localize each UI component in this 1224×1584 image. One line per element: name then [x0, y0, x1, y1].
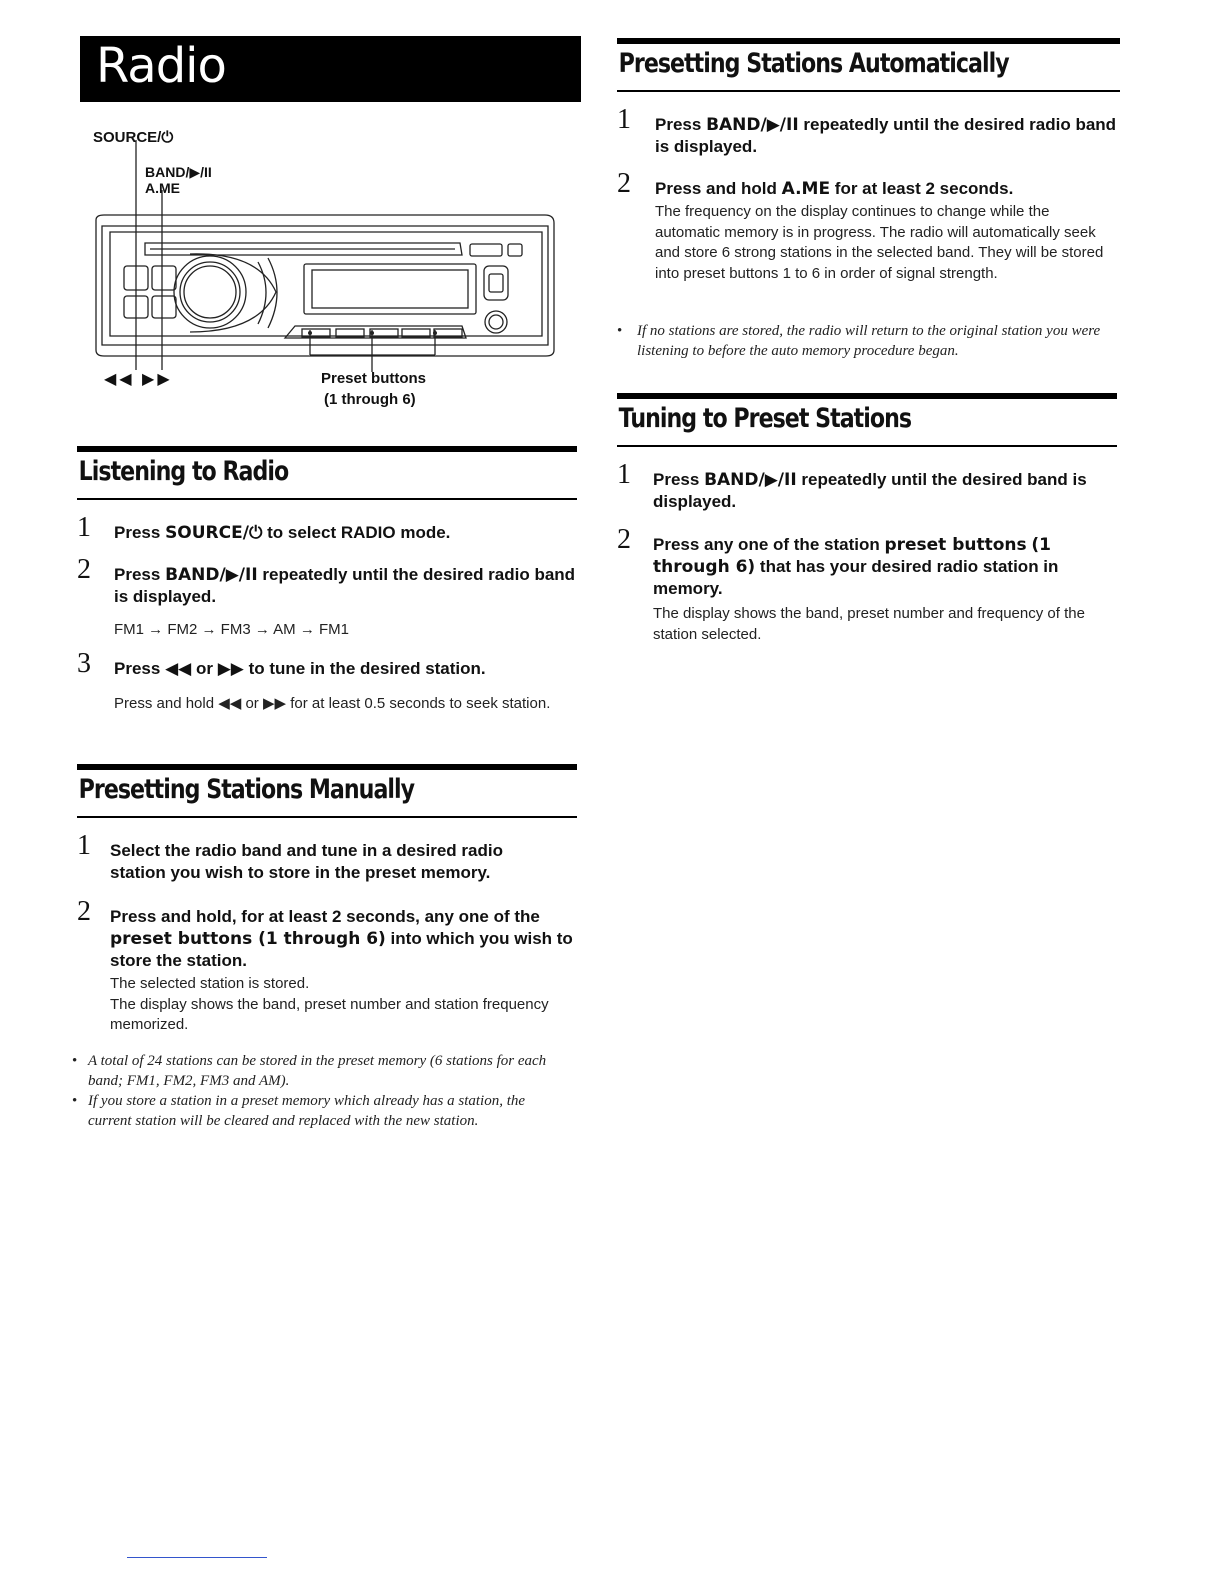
through-key: (1 through 6): [653, 535, 1051, 577]
section-tuning: [617, 393, 1117, 447]
note-item: • A total of 24 stations can be stored in the preset memory (6 stations for each band; FM1, FM2, FM3 and AM).: [72, 1053, 547, 1089]
preset-key: preset buttons (1 through 6): [110, 929, 386, 949]
section-title-listening: Listening to Radio: [78, 456, 289, 487]
ame-key: A.ME: [781, 179, 831, 199]
seek-label: ◀◀ ▶▶: [104, 371, 173, 388]
preset-key: preset buttons: [884, 535, 1027, 555]
section-title-manual: Presetting Stations Manually: [78, 774, 415, 805]
band-key: BAND/▶/II: [704, 470, 797, 490]
section-listening: [77, 446, 577, 500]
footer-line: [127, 1557, 267, 1558]
page-title: Radio: [96, 38, 226, 94]
stored-text: The selected station is stored.: [110, 975, 310, 992]
band-key: BAND/▶/II: [706, 115, 799, 135]
band-key: BAND/▶/II: [165, 565, 258, 585]
source-label: SOURCE/⏻: [93, 129, 174, 146]
seek-hint-text: Press and hold ◀◀ or ▶▶ for at least 0.5 seconds to seek station.: [114, 695, 551, 712]
display-shows-text: The display shows the band, preset number and station frequency memorized.: [110, 995, 549, 1033]
section-auto: [617, 38, 1120, 92]
auto-memory-description: The frequency on the display continues to change while the automatic memory is in progress. The radio will automatically seek and store 6 strong stations in the selected band. They will be stored into preset buttons 1 to 6 in order of signal strength.: [655, 203, 1104, 282]
next-key: ▶▶: [217, 659, 244, 678]
section-title-tuning: Tuning to Preset Stations: [618, 403, 912, 434]
preset-range-label: (1 through 6): [324, 391, 416, 408]
preset-label: Preset buttons: [321, 370, 427, 387]
section-title-auto: Presetting Stations Automatically: [618, 48, 1009, 79]
ame-label: A.ME: [145, 180, 180, 196]
radio-unit-diagram: [90, 140, 560, 375]
page-title-bar: [80, 36, 581, 102]
tuning-description: The display shows the band, preset number and frequency of the station selected.: [653, 605, 1085, 643]
section-manual: [77, 764, 577, 818]
note-item: • If no stations are stored, the radio will return to the original station you were listening to before the auto memory procedure began.: [617, 323, 1101, 359]
note-item: • If you store a station in a preset memory which already has a station, the current station will be cleared and replaced with the new station.: [72, 1093, 526, 1129]
manual-notes: [72, 1051, 572, 1131]
prev-key: ◀◀: [165, 659, 192, 678]
band-label: BAND/▶/II: [145, 164, 212, 180]
source-key: SOURCE/⏻: [165, 523, 263, 543]
band-cycle-text: FM1 → FM2 → FM3 → AM → FM1: [114, 621, 350, 638]
auto-notes: [617, 321, 1120, 361]
